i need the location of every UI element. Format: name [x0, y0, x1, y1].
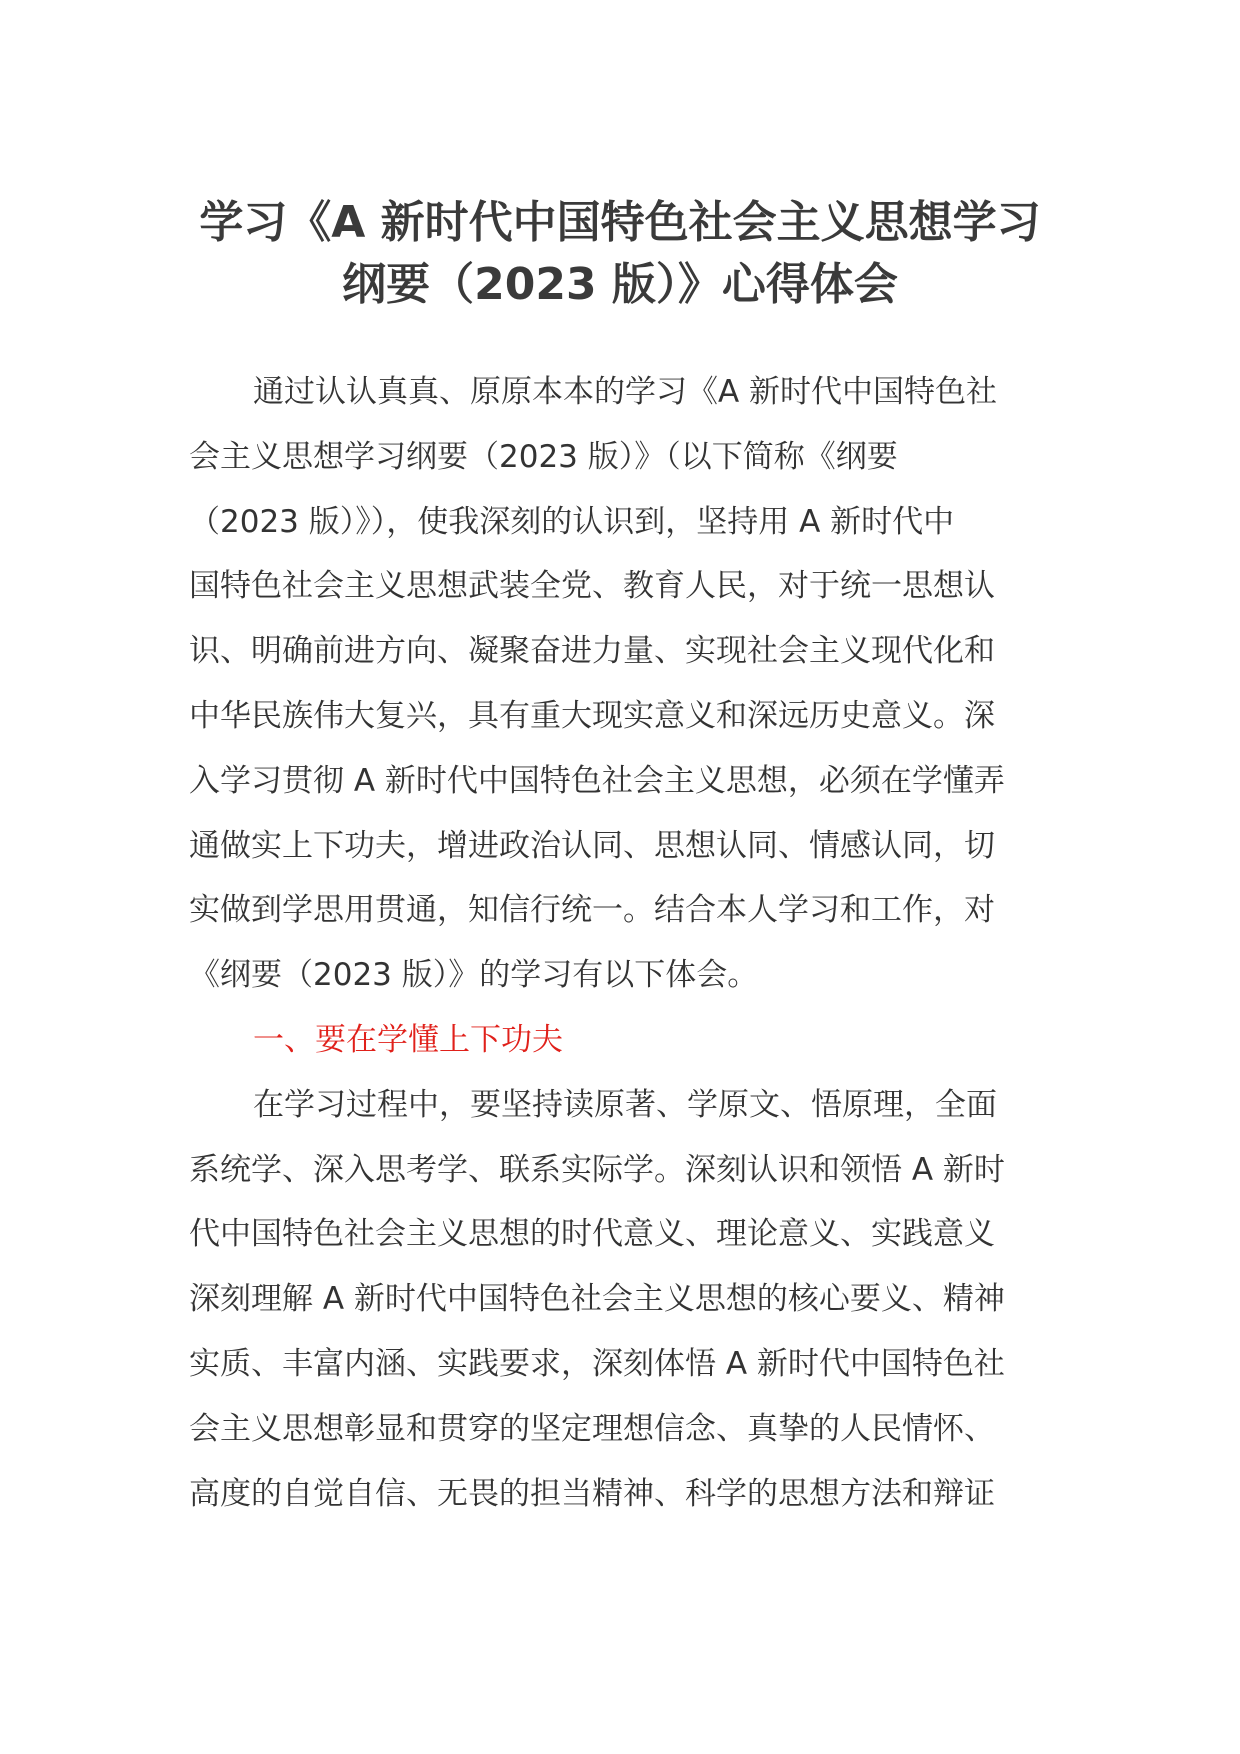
paragraph-line: 通做实上下功夫，增进政治认同、思想认同、情感认同，切 — [189, 827, 995, 864]
paragraph-line: 实做到学思用贯通，知信行统一。结合本人学习和工作，对 — [189, 892, 995, 929]
document-title — [150, 192, 1090, 316]
paragraph-line: 深刻理解 A 新时代中国特色社会主义思想的核心要义、精神 — [189, 1281, 1005, 1318]
paragraph-line: 识、明确前进方向、凝聚奋进力量、实现社会主义现代化和 — [189, 633, 995, 670]
paragraph-line: 会主义思想彰显和贯穿的坚定理想信念、真挚的人民情怀、 — [189, 1410, 995, 1447]
paragraph-line: 高度的自觉自信、无畏的担当精神、科学的思想方法和辩证 — [189, 1475, 995, 1512]
paragraph-line: 《纲要（2023 版）》的学习有以下体会。 — [189, 957, 759, 994]
title-line-1: 学习《A 新时代中国特色社会主义思想学习 — [199, 197, 1041, 248]
paragraph-line: 中华民族伟大复兴，具有重大现实意义和深远历史意义。深 — [189, 697, 995, 734]
document-body — [189, 360, 1049, 1526]
paragraph-intro — [189, 360, 1049, 1008]
paragraph-line: 代中国特色社会主义思想的时代意义、理论意义、实践意义 — [189, 1216, 995, 1253]
title-line-2: 纲要（2023 版）》心得体会 — [342, 259, 898, 310]
paragraph-line: （2023 版）》），使我深刻的认识到，坚持用 A 新时代中 — [189, 503, 955, 540]
paragraph-line: 在学习过程中，要坚持读原著、学原文、悟原理，全面 — [253, 1086, 997, 1123]
paragraph-line: 实质、丰富内涵、实践要求，深刻体悟 A 新时代中国特色社 — [189, 1345, 1005, 1382]
paragraph-section-1 — [189, 1073, 1049, 1527]
paragraph-line: 通过认认真真、原原本本的学习《A 新时代中国特色社 — [253, 374, 998, 410]
section-heading-1: 一、要在学懂上下功夫 — [253, 1021, 563, 1058]
paragraph-line: 系统学、深入思考学、联系实际学。深刻认识和领悟 A 新时 — [189, 1151, 1005, 1188]
paragraph-line: 国特色社会主义思想武装全党、教育人民，对于统一思想认 — [189, 568, 995, 605]
paragraph-line: 入学习贯彻 A 新时代中国特色社会主义思想，必须在学懂弄 — [189, 762, 1005, 799]
paragraph-line: 会主义思想学习纲要（2023 版）》（以下简称《纲要 — [189, 438, 898, 475]
